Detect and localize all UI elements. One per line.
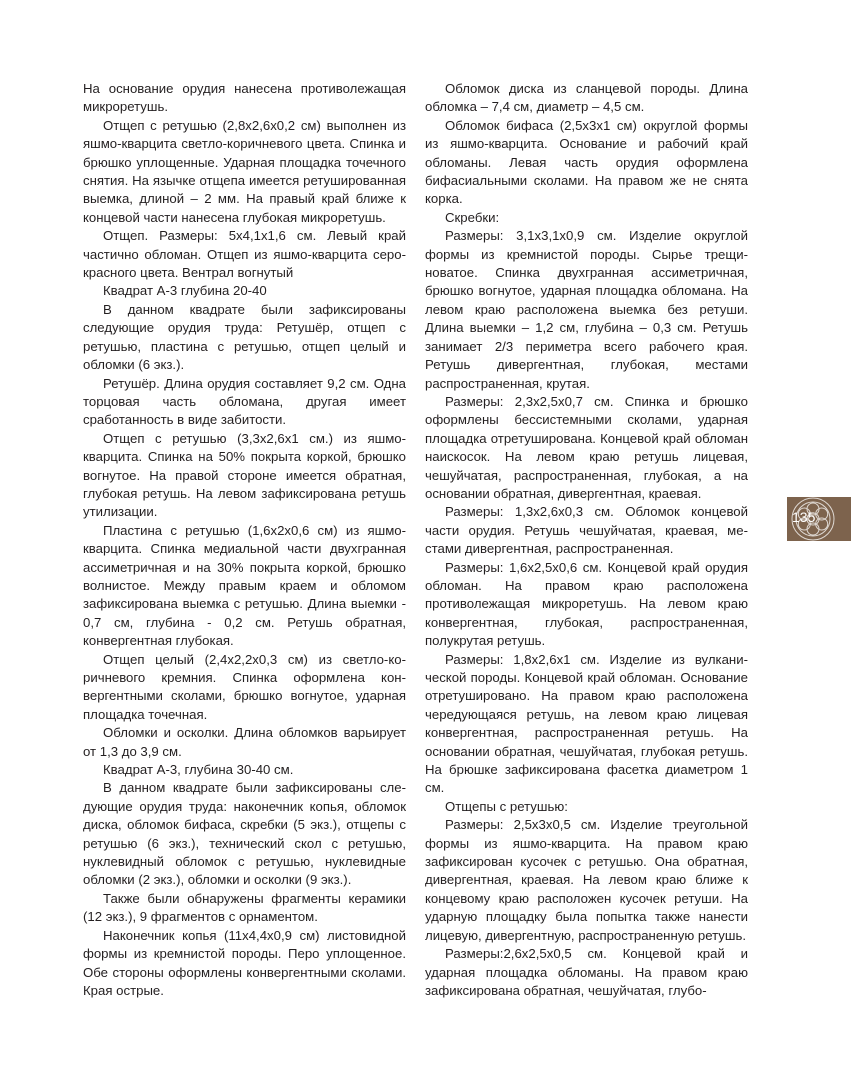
page-number: 135 <box>792 509 816 525</box>
paragraph: Размеры: 3,1х3,1х0,9 см. Изделие округлой формы из кремнистой породы. Сырье трещиноватое. Спинка двухгранная ассиметричная, брюшко вогнутое, ударная площадка обломана. На левом краю расположена выемка без ретуши. Длина выемки – 1,2 см, глубина – 0,3 см. Ретушь занимает 2/3 периметра всего рабочего края. Ретушь дивергентная, глубокая, местами распространенная, крутая. <box>425 228 748 391</box>
paragraph: Размеры: 1,6х2,5х0,6 см. Концевой край орудия обломан. На правом краю расположена противолежащая микроретушь. На левом краю конвергентная, глубокая, распространенная, полукрутая ретушь. <box>425 559 748 649</box>
paragraph: Размеры:2,6х2,5х0,5 см. Концевой край и ударная площадка обломаны. На правом краю зафиксирована обратная, чешуйчатая, глубо- <box>425 946 748 998</box>
section-heading: Квадрат А-3, глубина 30-40 см. <box>103 762 294 778</box>
paragraph: Обломок бифаса (2,5х3х1 см) округлой формы из яшмо-кварцита. Основание и рабочий край обломаны. Левая часть орудия оформлена бифасиальными сколами. На правом же не снята корка. <box>425 117 748 207</box>
paragraph: Размеры: 1,8х2,6х1 см. Изделие из вулканической породы. Концевой край обломан. Основание отретушировано. На правом краю расположена чередующаяся ретушь, на левом краю лицевая конвергентная, распространенная ретушь. На основании обратная, чешуйчатая, глубокая ретушь. На брюшке зафиксирована фасетка диаметром 1 см. <box>425 651 748 796</box>
left-column <box>83 80 406 1000</box>
section-heading: Отщепы с ретушью: <box>445 798 568 814</box>
paragraph: На основание орудия нанесена противолежащая микроретушь. <box>83 81 406 115</box>
paragraph: Размеры: 2,5х3х0,5 см. Изделие треугольной формы из яшмо-кварцита. На правом краю зафиксирован кусочек с ретушью. Она обратная, дивергентная, краевая. На левом краю ближе к концевому краю расположен кусочек ретуши. На ударную площадку была попытка также нанести лицевую, дивергентную, распространенную ретушь. <box>425 817 748 943</box>
paragraph: Размеры: 2,3х2,5х0,7 см. Спинка и брюшко оформлены бессистемными сколами, ударная площадка отретуширована. Концевой край обломан наискосок. На левом краю ретушь лицевая, чешуйчатая, распространенная, глубокая, а на основании обратная, дивергентная, краевая. <box>425 393 748 501</box>
paragraph: В данном квадрате были зафиксированы следующие орудия труда: Ретушёр, отщеп с ретушью, пластина с ретушью, отщеп целый и обломки (6 экз.). <box>83 301 406 373</box>
section-heading: Скребки: <box>445 209 500 225</box>
paragraph: В данном квадрате были зафиксированы следующие орудия труда: наконечник копья, обломок диска, обломок бифаса, скребки (5 экз.), отщепы с ретушью (6 экз.), технический скол с ретушью, нуклевидный обломок с ретушью, нуклевидные обломки (2 экз.), обломки и осколки (9 экз.). <box>83 780 406 888</box>
paragraph: Обломки и осколки. Длина обломков варьирует от 1,3 до 3,9 см. <box>83 725 406 759</box>
paragraph: Отщеп. Размеры: 5х4,1х1,6 см. Левый край частично обломан. Отщеп из яшмо-кварцита серо-красного цвета. Вентрал вогнутый <box>83 228 406 281</box>
section-heading: Квадрат А-3 глубина 20-40 <box>103 283 267 299</box>
paragraph: Наконечник копья (11х4,4х0,9 см) листовидной формы из кремнистой породы. Перо уплощенное. Обе стороны оформлены конвергентными сколами. Края острые. <box>83 927 406 998</box>
paragraph: Обломок диска из сланцевой породы. Длина обломка – 7,4 см, диаметр – 4,5 см. <box>425 81 748 115</box>
paragraph: Пластина с ретушью (1,6х2х0,6 см) из яшмо-кварцита. Спинка медиальной части двухгранная ассиметричная и на 30% покрыта коркой, брюшко волнистое. Между правым краем и обломом зафиксирована выемка с ретушью. Длина выемки - 0,7 см, глубина - 0,2 см. Ретушь обратная, конвергентная глубокая. <box>83 522 406 649</box>
right-column <box>425 80 748 1000</box>
page-number-tab <box>787 497 851 541</box>
paragraph: Отщеп с ретушью (2,8х2,6х0,2 см) выполнен из яшмо-кварцита светло-коричневого цвета. Спинка и брюшко уплощенные. Ударная площадка точечного снятия. На язычке отщепа имеется ретушированная выемка, длиной – 2 мм. На правый край ближе к концевой части нанесена глубокая микроретушь. <box>83 117 406 225</box>
paragraph: Ретушёр. Длина орудия составляет 9,2 см. Одна торцовая часть обломана, другая имеет сработанность в виде забитости. <box>83 375 406 428</box>
paragraph: Отщеп целый (2,4х2,2х0,3 см) из светло-коричневого кремния. Спинка оформлена конвергентными сколами, брюшко вогнутое, ударная площадка точечная. <box>83 651 406 722</box>
paragraph: Также были обнаружены фрагменты керамики (12 экз.), 9 фрагментов с орнаментом. <box>83 890 406 925</box>
paragraph: Отщеп с ретушью (3,3х2,6х1 см.) из яшмо-кварцита. Спинка на 50% покрыта коркой, брюшко вогнутое. На правой стороне имеется обратная, глубокая ретушь. На левом зафиксирована ретушь утилизации. <box>83 430 406 520</box>
paragraph: Размеры: 1,3х2,6х0,3 см. Обломок концевой части орудия. Ретушь чешуйчатая, краевая, местами дивергентная, распространенная. <box>425 504 748 557</box>
